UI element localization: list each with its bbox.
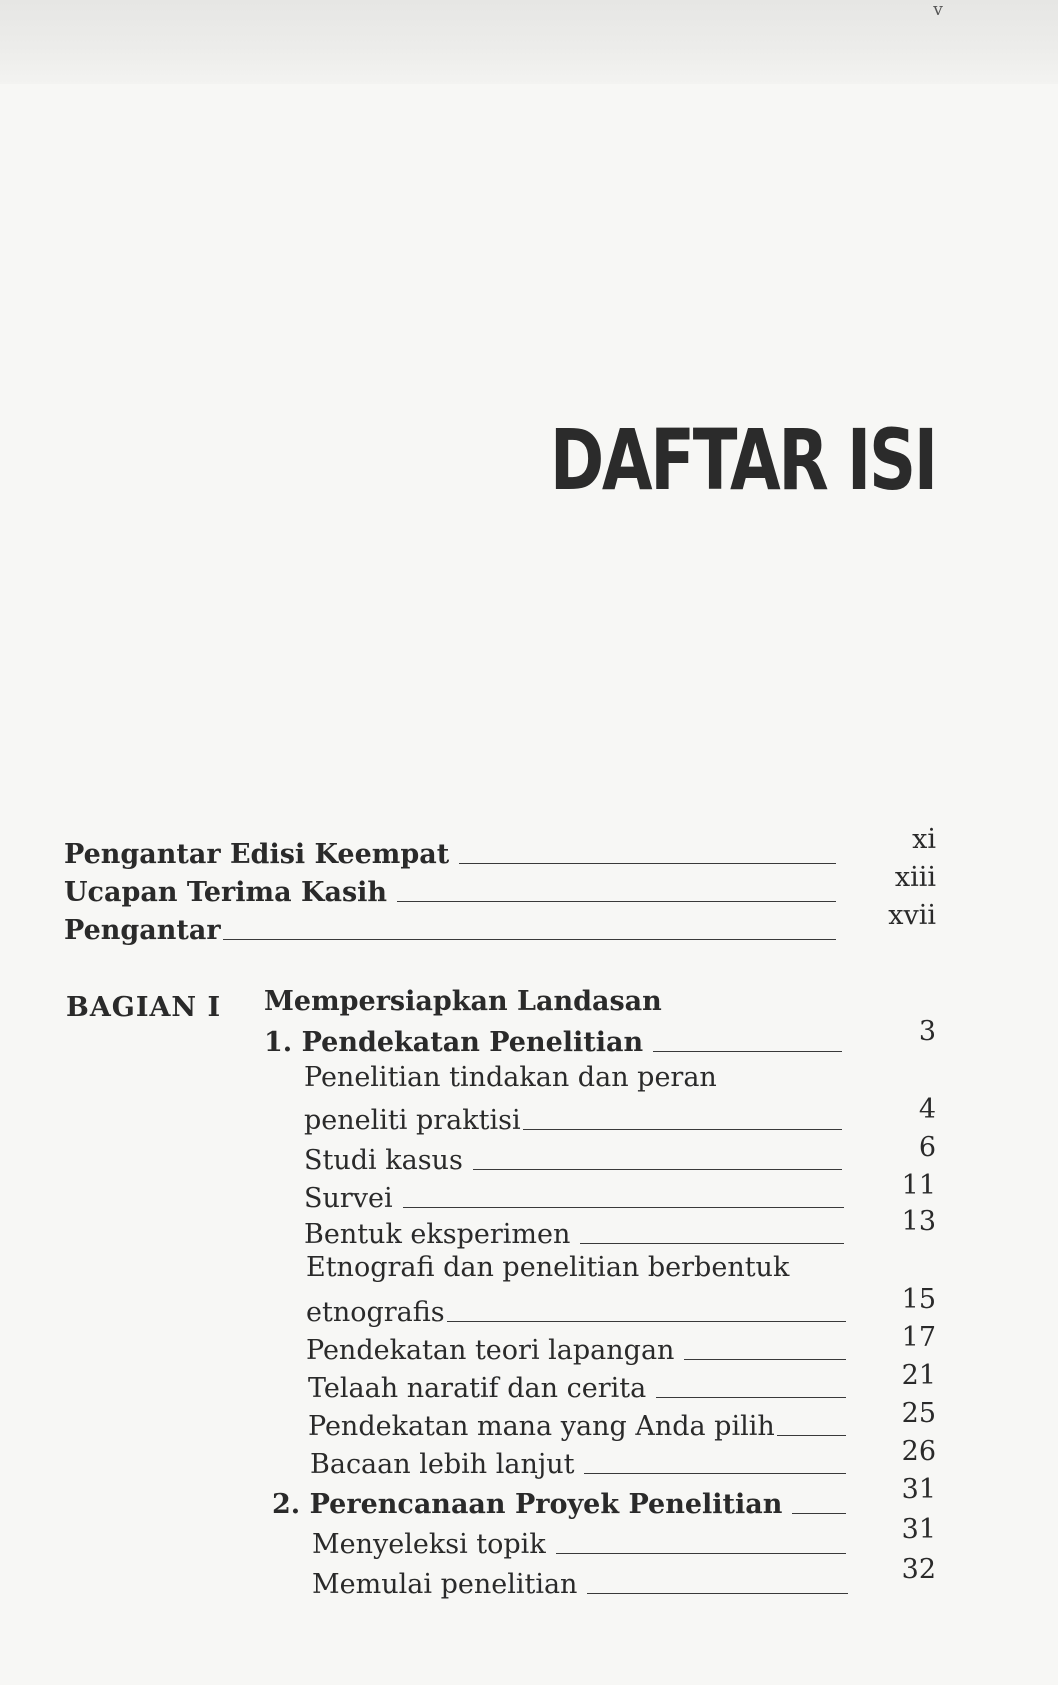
section-page: 32 [901,1554,936,1585]
dot-leader [523,1129,842,1130]
roman-page-number: v [933,0,943,20]
dot-leader [473,1169,842,1170]
section-entry [310,1440,846,1478]
section-page: 21 [901,1360,936,1391]
section-label: peneliti praktisi [304,1105,521,1136]
section-label: Pendekatan mana yang Anda pilih [308,1411,775,1442]
section-label: Bentuk eksperimen [304,1219,571,1250]
dot-leader [580,1243,844,1244]
toc-entry-page: xiii [894,862,936,893]
chapter-heading-label: 1. Pendekatan Penelitian [264,1027,644,1058]
section-entry [312,1520,846,1558]
dot-leader [403,1207,844,1208]
section-label: etnografis [306,1297,445,1328]
section-label: Telaah naratif dan cerita [308,1373,647,1404]
section-label: Bacaan lebih lanjut [310,1449,575,1480]
section-entry [304,1174,844,1212]
toc-entry-front-1 [64,830,836,868]
dot-leader [584,1473,846,1474]
chapter-heading-label: 2. Perencanaan Proyek Penelitian [272,1489,783,1520]
section-label: Survei [304,1183,393,1214]
dot-leader [223,939,836,940]
section-entry [306,1326,846,1364]
section-page: 26 [901,1436,936,1467]
section-page: 11 [901,1170,936,1201]
dot-leader [397,901,836,902]
section-page: 13 [901,1206,936,1237]
dot-leader [447,1321,846,1322]
section-entry [304,1210,844,1248]
section-page: 15 [901,1284,936,1315]
dot-leader [653,1051,842,1052]
chapter-page: 3 [918,1016,936,1047]
section-entry [312,1560,848,1598]
chapter-heading-1 [264,1018,842,1056]
section-first-line: Etnografi dan penelitian berbentuk [306,1252,790,1283]
chapter-page: 31 [901,1474,936,1505]
section-label: Menyeleksi topik [312,1529,546,1560]
section-entry [306,1288,846,1326]
section-label: Memulai penelitian [312,1569,578,1600]
chapter-heading-2 [272,1480,846,1518]
toc-entry-page: xi [912,824,936,855]
section-first-line: Penelitian tindakan dan peran [304,1062,717,1093]
section-label: Studi kasus [304,1145,463,1176]
toc-entry-front-2 [64,868,836,906]
section-page: 4 [918,1094,936,1125]
toc-entry-label: Pengantar Edisi Keempat [64,839,450,870]
page-title: DAFTAR ISI [550,411,936,509]
part-label: BAGIAN I [66,992,222,1023]
section-entry [304,1136,842,1174]
section-entry [304,1096,842,1134]
section-entry [308,1402,846,1440]
dot-leader [777,1435,846,1436]
toc-entry-label: Ucapan Terima Kasih [64,877,388,908]
toc-entry-front-3 [64,906,836,944]
dot-leader [587,1593,848,1594]
section-page: 17 [901,1322,936,1353]
dot-leader [684,1359,846,1360]
section-page: 31 [901,1514,936,1545]
toc-entry-label: Pengantar [64,915,221,946]
part-title: Mempersiapkan Landasan [264,986,662,1017]
toc-entry-page: xvii [888,900,936,931]
section-page: 6 [918,1132,936,1163]
section-page: 25 [901,1398,936,1429]
section-label: Pendekatan teori lapangan [306,1335,675,1366]
dot-leader [656,1397,846,1398]
scan-shadow-strip [0,0,1058,84]
dot-leader [556,1553,846,1554]
section-entry [308,1364,846,1402]
dot-leader [792,1513,846,1514]
dot-leader [459,863,836,864]
